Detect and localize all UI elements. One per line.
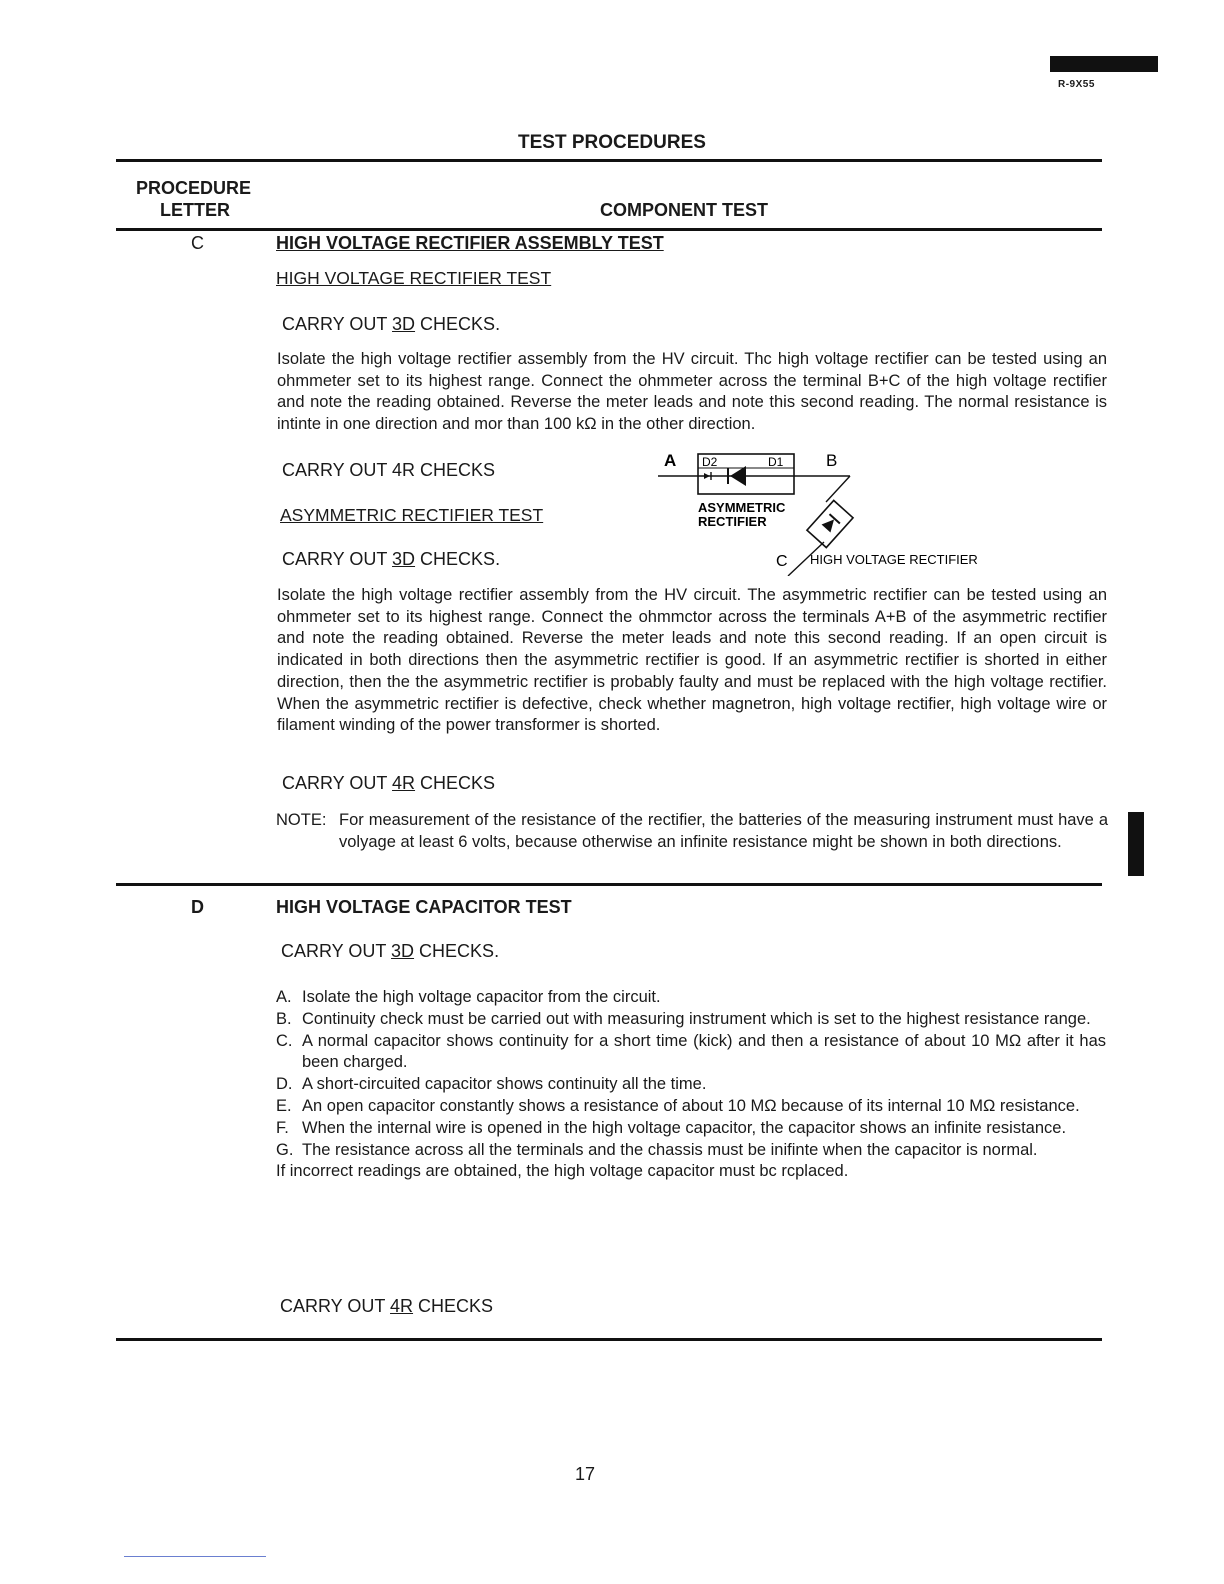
columns-rule <box>116 228 1102 231</box>
page-title: TEST PROCEDURES <box>518 132 706 153</box>
note-label: NOTE: <box>276 811 327 829</box>
procedure-letter-d: D <box>191 897 204 917</box>
page-number: 17 <box>574 1464 596 1484</box>
terminal-c-label: C <box>776 553 788 570</box>
carry-out-3d-checks-2: CARRY OUT 3D CHECKS. <box>282 549 501 569</box>
procedure-letter-header-line2: LETTER <box>160 200 230 220</box>
diagram-wire-b <box>826 476 850 502</box>
model-bar <box>1050 56 1158 72</box>
diode-d2-symbol <box>704 473 710 479</box>
footer-line <box>124 1556 266 1557</box>
asymmetric-label-line1: ASYMMETRIC <box>698 500 786 515</box>
hv-rectifier-label: HIGH VOLTAGE RECTIFIER <box>810 552 978 567</box>
section-divider-rule <box>116 883 1102 886</box>
asymmetric-rectifier-paragraph: Isolate the high voltage rectifier assembly from the HV circuit. The asymmetric rectifier can be tested using an ohmmeter set to its highest range. Connect the ohmmctor across the terminals A+B of the asymmetric rectifier and note the reading obtained. Reverse the meter leads and note this second reading. If an open circuit is indicated in both directions then the asymmetric rectifier is good. If an asymmetric rectifier is shorted in either direction, then the the asymmetric rectifier is probably faulty and must be replaced with the high voltage rectifier. When the asymmetric rectifier is defective, check whether magnetron, high voltage rectifier, high voltage wire or filament winding of the power transformer is shorted. <box>277 586 1107 735</box>
list-item: A. Isolate the high voltage capacitor from the circuit. <box>276 988 661 1006</box>
note-text: For measurement of the resistance of the rectifier, the batteries of the measuring instrument must have a volyage at least 6 volts, because otherwise an infinite resistance might be shown in both directions. <box>339 811 1108 851</box>
asymmetric-label-line2: RECTIFIER <box>698 514 767 529</box>
list-item: B. Continuity check must be carried out with measuring instrument which is set to the highest resistance range. <box>276 1009 1091 1028</box>
carry-out-4r-checks-2: CARRY OUT 4R CHECKS <box>282 773 496 793</box>
terminal-a-label: A <box>664 451 677 470</box>
diode-d1-symbol <box>730 466 746 486</box>
component-test-header: COMPONENT TEST <box>600 200 769 220</box>
asymmetric-rectifier-test-heading: ASYMMETRIC RECTIFIER TEST <box>280 505 544 525</box>
carry-out-3d-checks: CARRY OUT 3D CHECKS. <box>282 314 501 334</box>
capacitor-closing-sentence: If incorrect readings are obtained, the high voltage capacitor must bc rcplaced. <box>276 1162 849 1181</box>
carry-out-4r-checks-3: CARRY OUT 4R CHECKS <box>280 1296 494 1316</box>
revision-side-mark <box>1128 812 1144 876</box>
measurement-note <box>276 809 1108 853</box>
bottom-rule <box>116 1338 1102 1341</box>
model-code: R-9X55 <box>1058 79 1095 90</box>
rectifier-diagram <box>650 446 1030 576</box>
hv-rectifier-symbol <box>807 500 853 547</box>
header-rule <box>116 159 1102 162</box>
procedure-letter-c: C <box>191 233 204 253</box>
list-item: G. The resistance across all the terminals and the chassis must be inifinte when the capacitor is normal. <box>276 1140 1038 1159</box>
hv-rectifier-test-heading: HIGH VOLTAGE RECTIFIER TEST <box>276 268 552 288</box>
list-item: D. A short-circuited capacitor shows continuity all the time. <box>276 1075 707 1094</box>
section-d-title: HIGH VOLTAGE CAPACITOR TEST <box>276 897 572 917</box>
carry-out-4r-checks: CARRY OUT 4R CHECKS <box>282 460 496 480</box>
d1-label: D1 <box>768 455 784 469</box>
terminal-b-label: B <box>826 451 838 470</box>
section-c-title: HIGH VOLTAGE RECTIFIER ASSEMBLY TEST <box>276 233 664 253</box>
list-item: C. A normal capacitor shows continuity for a short time (kick) and then a resistance of about 10 MΩ after it has been charged. <box>276 1031 1106 1072</box>
d2-label: D2 <box>702 455 718 469</box>
carry-out-3d-checks-3: CARRY OUT 3D CHECKS. <box>281 941 500 961</box>
list-item: E. An open capacitor constantly shows a resistance of about 10 MΩ because of its internal 10 MΩ resistance. <box>276 1096 1080 1115</box>
hv-rectifier-paragraph: Isolate the high voltage rectifier assembly from the HV circuit. Thc high voltage rectifier can be tested using an ohmmeter set to its highest range. Connect the ohmmeter across the terminal B+C of the high voltage rectifier and note the reading obtained. Reverse the meter leads and note this second reading. The normal resistance is intinte in one direction and mor than 100 kΩ in the other direction. <box>277 350 1107 434</box>
procedure-letter-header-line1: PROCEDURE <box>136 178 252 198</box>
capacitor-test-steps <box>276 987 1106 1183</box>
list-item: F. When the internal wire is opened in the high voltage capacitor, the capacitor shows an infinite resistance. <box>276 1118 1067 1137</box>
